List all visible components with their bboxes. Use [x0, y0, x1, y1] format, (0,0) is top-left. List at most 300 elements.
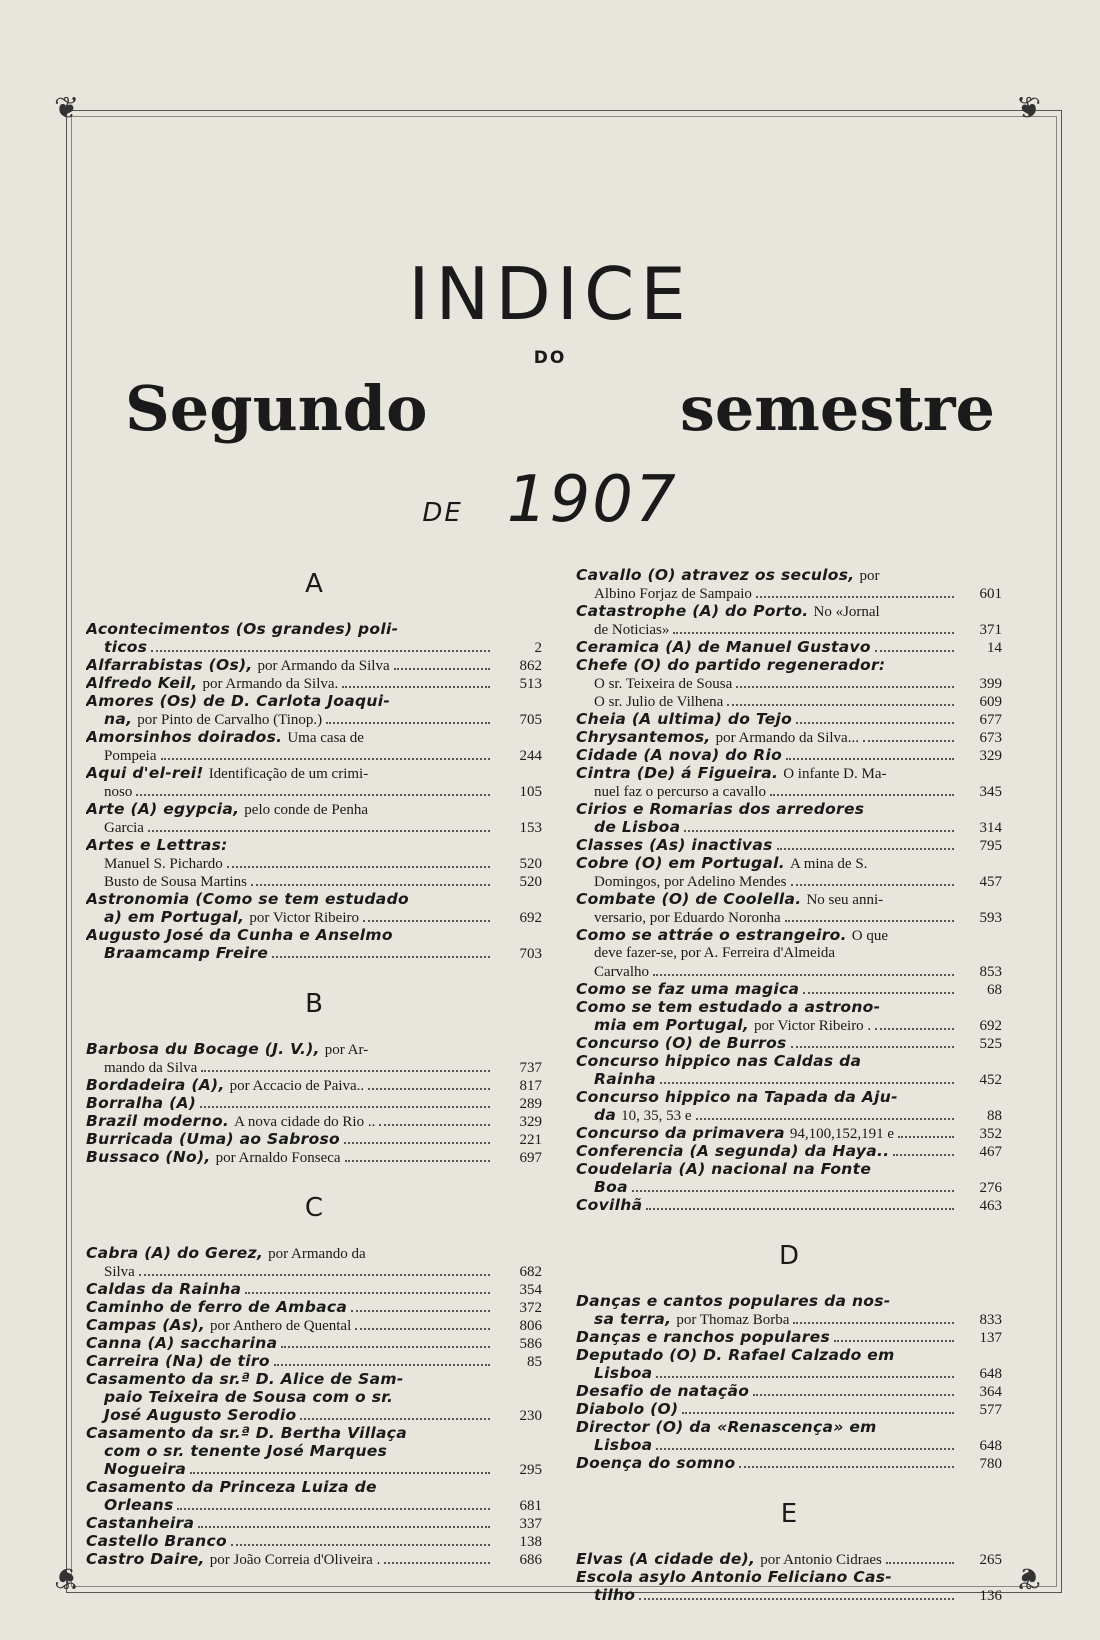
dot-leader: [875, 638, 954, 652]
page-number: 354: [519, 1282, 542, 1298]
index-entry: [86, 764, 542, 800]
index-entry: [576, 1568, 1002, 1604]
entry-title: Cheia (A ultima) do Tejo: [576, 710, 793, 728]
entry-line: [86, 764, 542, 782]
page-number: 601: [979, 586, 1002, 602]
entry-line: [86, 1352, 542, 1370]
entry-text: por Antonio Cidraes: [760, 1552, 882, 1568]
index-entry: [86, 620, 542, 656]
entry-line: [576, 1160, 1002, 1178]
entry-title: Deputado (O) D. Rafael Calzado em: [576, 1346, 895, 1364]
entry-title: Borralha (A): [86, 1094, 197, 1112]
entry-title: Bussaco (No),: [86, 1148, 211, 1166]
page-number: 452: [979, 1072, 1002, 1088]
entry-text: Pompeia: [104, 748, 157, 764]
page-number: 399: [979, 676, 1002, 692]
title-connector: DO: [533, 348, 567, 368]
dot-leader: [379, 1112, 490, 1126]
index-entry: [576, 656, 1002, 710]
entry-text: versario, por Eduardo Noronha: [594, 910, 781, 926]
page-number: 364: [979, 1384, 1002, 1400]
entry-line: [86, 836, 542, 854]
page-number: 221: [519, 1132, 542, 1148]
entry-line: [86, 1316, 542, 1334]
dot-leader: [875, 1016, 954, 1030]
page-number: 682: [519, 1264, 542, 1280]
entry-line: [86, 620, 542, 638]
page-number: 457: [979, 874, 1002, 890]
page-number: 153: [519, 820, 542, 836]
dot-leader: [863, 728, 954, 742]
index-entry: [86, 656, 542, 674]
page-number: 817: [519, 1078, 542, 1094]
page-number: 577: [979, 1402, 1002, 1418]
dot-leader: [200, 1094, 490, 1108]
entry-line: [86, 1388, 542, 1406]
dot-leader: [363, 908, 490, 922]
dot-leader: [785, 908, 954, 922]
dot-leader: [684, 818, 954, 832]
index-entry: [576, 1196, 1002, 1214]
entry-title: Covilhã: [576, 1196, 643, 1214]
dot-leader: [355, 1316, 490, 1330]
corner-ornament-icon: ❦: [54, 91, 80, 126]
entry-line: [86, 800, 542, 818]
entry-text: deve fazer-se, por A. Ferreira d'Almeida: [594, 945, 836, 961]
entry-text: por Victor Ribeiro: [249, 910, 359, 926]
entry-title: Campas (As),: [86, 1316, 206, 1334]
entry-line: [86, 1532, 542, 1550]
entry-line: [86, 674, 542, 692]
entry-line: [86, 1040, 542, 1058]
index-entry: [86, 1298, 542, 1316]
entry-title: Artes e Lettras:: [86, 836, 228, 854]
dot-leader: [791, 1034, 954, 1048]
index-entry: [576, 836, 1002, 854]
entry-title: Aqui d'el-rei!: [86, 764, 204, 782]
entry-text: Albino Forjaz de Sampaio: [594, 586, 752, 602]
entry-title: Elvas (A cidade de),: [576, 1550, 756, 1568]
page-number: 329: [519, 1114, 542, 1130]
index-entry: [86, 728, 542, 764]
entry-line: [576, 1346, 1002, 1364]
entry-text: 10, 35, 53 e: [621, 1108, 692, 1124]
dot-leader: [326, 710, 490, 724]
subtitle-word: semestre: [679, 372, 995, 445]
index-entry: [576, 998, 1002, 1034]
entry-line: [576, 674, 1002, 692]
entry-text: Carvalho: [594, 964, 649, 980]
page-number: 230: [519, 1408, 542, 1424]
entry-text: Silva: [104, 1264, 135, 1280]
entry-title: paio Teixeira de Sousa com o sr.: [104, 1388, 394, 1406]
page-title: INDICE: [408, 252, 692, 336]
dot-leader: [251, 872, 490, 886]
entry-line: [576, 908, 1002, 926]
entry-line: [576, 710, 1002, 728]
entry-line: [576, 1454, 1002, 1472]
index-entry: [576, 1088, 1002, 1124]
index-entry: [576, 1328, 1002, 1346]
entry-title: Brazil moderno.: [86, 1112, 230, 1130]
corner-ornament-icon: ❦: [1016, 91, 1042, 126]
page-number: 463: [979, 1198, 1002, 1214]
entry-line: [576, 1382, 1002, 1400]
index-entry: [86, 692, 542, 728]
index-entry: [576, 638, 1002, 656]
page-number: 276: [979, 1180, 1002, 1196]
index-entry: [86, 1550, 542, 1568]
entry-line: [576, 1418, 1002, 1436]
index-entry: [576, 728, 1002, 746]
entry-line: [576, 818, 1002, 836]
entry-title: com o sr. tenente José Marques: [104, 1442, 388, 1460]
entry-line: [86, 1298, 542, 1316]
page-number: 265: [979, 1552, 1002, 1568]
page-number: 289: [519, 1096, 542, 1112]
dot-leader: [161, 746, 491, 760]
entry-title: Amorsinhos doirados.: [86, 728, 283, 746]
index-entry: [576, 602, 1002, 638]
index-entry: [576, 926, 1002, 980]
entry-title: Ceramica (A) de Manuel Gustavo: [576, 638, 871, 656]
entry-title: Casamento da sr.ª D. Alice de Sam-: [86, 1370, 404, 1388]
section-letter: A: [305, 569, 323, 599]
dot-leader: [231, 1532, 490, 1546]
dot-leader: [351, 1298, 490, 1312]
dot-leader: [653, 962, 954, 976]
dot-leader: [791, 872, 955, 886]
page-number: 513: [519, 676, 542, 692]
page-number: 833: [979, 1312, 1002, 1328]
entry-text: por Armando da: [268, 1246, 366, 1262]
dot-leader: [893, 1142, 954, 1156]
entry-text: por Armando da Silva...: [715, 730, 859, 746]
entry-line: [86, 728, 542, 746]
entry-line: [86, 782, 542, 800]
entry-line: [86, 1550, 542, 1568]
entry-line: [576, 998, 1002, 1016]
entry-text: por Accacio de Paiva..: [229, 1078, 365, 1094]
index-entry: [86, 1352, 542, 1370]
entry-title: Doença do somno: [576, 1454, 736, 1472]
entry-title: Augusto José da Cunha e Anselmo: [86, 926, 393, 944]
page-number: 329: [979, 748, 1002, 764]
entry-line: [576, 944, 1002, 962]
dot-leader: [136, 782, 490, 796]
entry-title: Conferencia (A segunda) da Haya..: [576, 1142, 890, 1160]
dot-leader: [753, 1382, 954, 1396]
entry-text: de Noticias»: [594, 622, 670, 638]
entry-title: Bordadeira (A),: [86, 1076, 225, 1094]
entry-title: Braamcamp Freire: [104, 944, 269, 962]
index-entry: [86, 1130, 542, 1148]
entry-title: Rainha: [594, 1070, 657, 1088]
dot-leader: [394, 656, 490, 670]
entry-line: [576, 800, 1002, 818]
entry-title: Cidade (A nova) do Rio: [576, 746, 783, 764]
index-entry: [576, 1550, 1002, 1568]
entry-line: [86, 1370, 542, 1388]
entry-title: Boa: [594, 1178, 628, 1196]
page-number: 372: [519, 1300, 542, 1316]
index-entry: [576, 1454, 1002, 1472]
index-entry: [576, 746, 1002, 764]
entry-line: [576, 1364, 1002, 1382]
entry-text: Domingos, por Adelino Mendes: [594, 874, 787, 890]
entry-title: Chefe (O) do partido regenerador:: [576, 656, 886, 674]
entry-line: [86, 710, 542, 728]
dot-leader: [151, 638, 490, 652]
entry-line: [86, 1514, 542, 1532]
entry-title: Diabolo (O): [576, 1400, 679, 1418]
page-number: 88: [987, 1108, 1002, 1124]
page-number: 295: [519, 1462, 542, 1478]
entry-line: [576, 1052, 1002, 1070]
page-number: 525: [979, 1036, 1002, 1052]
dot-leader: [793, 1310, 954, 1324]
entry-title: Alfredo Keil,: [86, 674, 198, 692]
section-letter: B: [305, 989, 323, 1019]
entry-line: [576, 1400, 1002, 1418]
page-number: 137: [979, 1330, 1002, 1346]
entry-line: [576, 1106, 1002, 1124]
entry-text: por Ar-: [324, 1042, 369, 1058]
entry-title: Coudelaria (A) nacional na Fonte: [576, 1160, 872, 1178]
entry-line: [576, 656, 1002, 674]
entry-title: a) em Portugal,: [104, 908, 245, 926]
entry-line: [86, 908, 542, 926]
entry-title: Catastrophe (A) do Porto.: [576, 602, 809, 620]
entry-line: [86, 854, 542, 872]
entry-line: [86, 1112, 542, 1130]
index-entry: [86, 1148, 542, 1166]
entry-line: [86, 926, 542, 944]
entry-text: Uma casa de: [287, 730, 364, 746]
entry-title: Acontecimentos (Os grandes) poli-: [86, 620, 399, 638]
index-entry: [86, 1094, 542, 1112]
index-entry: [576, 1382, 1002, 1400]
index-entry: [86, 1244, 542, 1280]
entry-line: [576, 1088, 1002, 1106]
dot-leader: [274, 1352, 490, 1366]
entry-line: [576, 764, 1002, 782]
dot-leader: [201, 1058, 490, 1072]
entry-line: [576, 1178, 1002, 1196]
entry-title: Classes (As) inactivas: [576, 836, 773, 854]
index-entry: [576, 1052, 1002, 1088]
index-entry: [576, 980, 1002, 998]
entry-title: ticos: [104, 638, 148, 656]
entry-line: [576, 854, 1002, 872]
entry-title: Caminho de ferro de Ambaca: [86, 1298, 348, 1316]
index-entry: [576, 854, 1002, 890]
dot-leader: [198, 1514, 490, 1528]
page-number: 648: [979, 1366, 1002, 1382]
dot-leader: [245, 1280, 490, 1294]
page-number: 520: [519, 856, 542, 872]
index-entry: [86, 1334, 542, 1352]
index-entry: [86, 1280, 542, 1298]
entry-title: Caldas da Rainha: [86, 1280, 242, 1298]
entry-line: [86, 1496, 542, 1514]
entry-title: mia em Portugal,: [594, 1016, 750, 1034]
page-number: 673: [979, 730, 1002, 746]
entry-title: Castanheira: [86, 1514, 195, 1532]
dot-leader: [803, 980, 954, 994]
entry-line: [576, 620, 1002, 638]
entry-line: [86, 1478, 542, 1496]
page-number: 692: [979, 1018, 1002, 1034]
index-entry: [576, 1160, 1002, 1196]
entry-title: de Lisboa: [594, 818, 681, 836]
year: 1907: [506, 463, 678, 537]
index-entry: [86, 1514, 542, 1532]
entry-line: [576, 890, 1002, 908]
dot-leader: [770, 782, 954, 796]
entry-line: [86, 1094, 542, 1112]
entry-text: Busto de Sousa Martins: [104, 874, 247, 890]
dot-leader: [673, 620, 954, 634]
entry-line: [576, 1586, 1002, 1604]
entry-text: por Anthero de Quental: [210, 1318, 352, 1334]
entry-line: [576, 1034, 1002, 1052]
entry-text: Manuel S. Pichardo: [104, 856, 223, 872]
entry-text: A mina de S.: [789, 856, 868, 872]
page-number: 520: [519, 874, 542, 890]
entry-title: Como se faz uma magica: [576, 980, 800, 998]
entry-title: Concurso hippico nas Caldas da: [576, 1052, 862, 1070]
entry-title: Danças e cantos populares da nos-: [576, 1292, 891, 1310]
index-column-left: [86, 566, 542, 1568]
entry-title: Cintra (De) á Figueira.: [576, 764, 779, 782]
entry-title: sa terra,: [594, 1310, 672, 1328]
entry-line: [86, 1442, 542, 1460]
dot-leader: [786, 746, 954, 760]
page-number: 681: [519, 1498, 542, 1514]
entry-title: Astronomia (Como se tem estudado: [86, 890, 409, 908]
index-entry: [86, 674, 542, 692]
entry-line: [576, 1436, 1002, 1454]
entry-line: [576, 962, 1002, 980]
entry-title: Barbosa du Bocage (J. V.),: [86, 1040, 320, 1058]
page-number: 609: [979, 694, 1002, 710]
index-entry: [86, 836, 542, 890]
entry-line: [576, 782, 1002, 800]
page-number: 806: [519, 1318, 542, 1334]
dot-leader: [639, 1586, 954, 1600]
entry-line: [86, 872, 542, 890]
entry-line: [576, 566, 1002, 584]
entry-title: Canna (A) saccharina: [86, 1334, 278, 1352]
dot-leader: [796, 710, 954, 724]
index-entry: [86, 1370, 542, 1424]
dot-leader: [384, 1550, 490, 1564]
subtitle: [125, 372, 995, 445]
entry-text: nuel faz o percurso a cavallo: [594, 784, 766, 800]
dot-leader: [727, 692, 954, 706]
entry-line: [86, 746, 542, 764]
entry-title: Cabra (A) do Gerez,: [86, 1244, 264, 1262]
page-number: 138: [519, 1534, 542, 1550]
page-number: 314: [979, 820, 1002, 836]
dot-leader: [368, 1076, 490, 1090]
entry-title: Como se tem estudado a astrono-: [576, 998, 881, 1016]
entry-line: [576, 638, 1002, 656]
entry-line: [576, 1292, 1002, 1310]
entry-text: No seu anni-: [806, 892, 884, 908]
page-number: 136: [979, 1588, 1002, 1604]
entry-title: Burricada (Uma) ao Sabroso: [86, 1130, 340, 1148]
page-number: 352: [979, 1126, 1002, 1142]
entry-text: por: [859, 568, 880, 584]
entry-line: [576, 872, 1002, 890]
entry-text: O sr. Julio de Vilhena: [594, 694, 724, 710]
page-number: 586: [519, 1336, 542, 1352]
entry-title: Arte (A) egypcia,: [86, 800, 240, 818]
entry-title: Lisboa: [594, 1364, 653, 1382]
entry-line: [86, 818, 542, 836]
index-entry: [576, 1292, 1002, 1328]
entry-title: Castello Branco: [86, 1532, 227, 1550]
index-entry: [86, 1316, 542, 1334]
index-entry: [86, 1532, 542, 1550]
index-entry: [576, 890, 1002, 926]
entry-line: [576, 836, 1002, 854]
entry-title: Danças e ranchos populares: [576, 1328, 830, 1346]
entry-title: Concurso (O) de Burros: [576, 1034, 787, 1052]
entry-text: Garcia: [104, 820, 144, 836]
entry-title: Escola asylo Antonio Feliciano Cas-: [576, 1568, 893, 1586]
entry-title: da: [594, 1106, 617, 1124]
entry-text: O sr. Teixeira de Sousa: [594, 676, 733, 692]
entry-text: por Arnaldo Fonseca: [215, 1150, 341, 1166]
page-number: 14: [987, 640, 1002, 656]
entry-text: por Armando da Silva: [257, 658, 390, 674]
entry-text: pelo conde de Penha: [244, 802, 368, 818]
dot-leader: [656, 1364, 954, 1378]
entry-line: [576, 602, 1002, 620]
index-entry: [86, 800, 542, 836]
dot-leader: [898, 1124, 954, 1138]
entry-line: [576, 1328, 1002, 1346]
index-entry: [86, 1112, 542, 1130]
index-entry: [86, 1478, 542, 1514]
entry-line: [86, 692, 542, 710]
dot-leader: [632, 1178, 954, 1192]
entry-text: mando da Silva: [104, 1060, 198, 1076]
entry-text: por Armando da Silva.: [202, 676, 339, 692]
entry-title: Director (O) da «Renascença» em: [576, 1418, 877, 1436]
entry-line: [576, 1016, 1002, 1034]
page-number: 105: [519, 784, 542, 800]
index-entry: [86, 1076, 542, 1094]
entry-line: [86, 1244, 542, 1262]
entry-title: Concurso da primavera: [576, 1124, 785, 1142]
entry-title: Casamento da Princeza Luiza de: [86, 1478, 377, 1496]
page-number: 862: [519, 658, 542, 674]
entry-line: [576, 1568, 1002, 1586]
page-number: 593: [979, 910, 1002, 926]
index-entry: [576, 1418, 1002, 1454]
entry-title: Cobre (O) em Portugal.: [576, 854, 785, 872]
dot-leader: [739, 1454, 954, 1468]
page-number: 703: [519, 946, 542, 962]
entry-text: por João Correia d'Oliveira .: [209, 1552, 381, 1568]
entry-line: [86, 656, 542, 674]
dot-leader: [696, 1106, 954, 1120]
entry-line: [576, 692, 1002, 710]
